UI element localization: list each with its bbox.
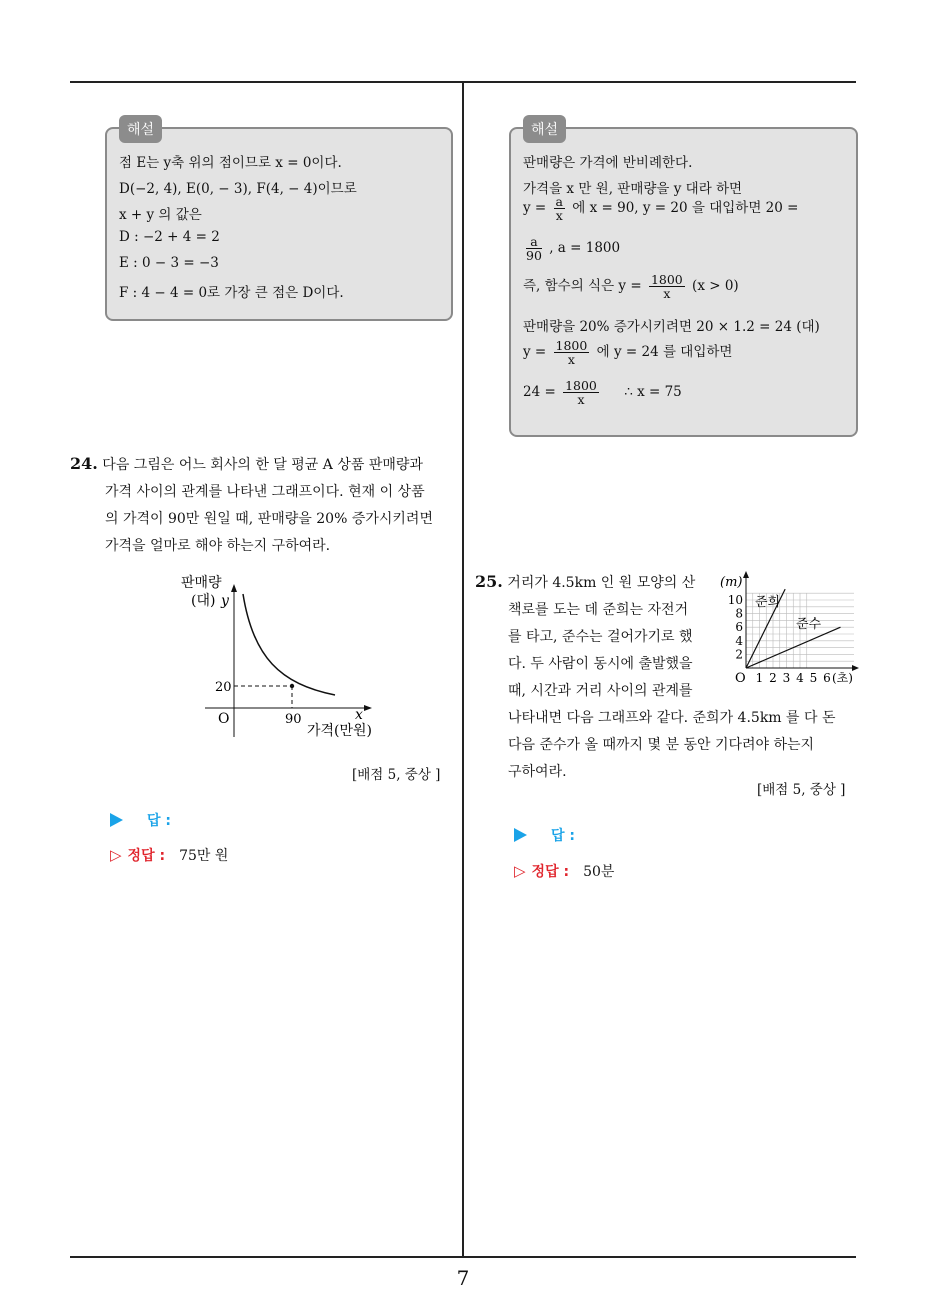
solution-line: [523, 273, 739, 300]
question-text: 거리가 4.5km 인 원 모양의 산: [507, 575, 696, 591]
correct-value: 75만 원: [179, 848, 229, 864]
solution-box-24: [509, 122, 858, 437]
graph-25-label-junhee: 준희: [755, 595, 781, 610]
answer-arrow-icon: [110, 813, 123, 827]
graph-24: [175, 572, 385, 742]
question-number: 24.: [70, 454, 98, 473]
x-tick-label: 1: [755, 671, 764, 685]
solution-tag: 해설: [523, 115, 566, 143]
denominator: x: [567, 352, 575, 368]
solution-line: [523, 195, 798, 222]
numerator: 1800: [650, 272, 683, 287]
solution-tag: 해설: [119, 115, 162, 143]
bottom-rule: [70, 1256, 856, 1258]
y-tick-label: 10: [727, 593, 743, 607]
graph-25-origin: O: [735, 671, 746, 686]
x-tick-label: 3: [782, 671, 791, 685]
x-tick-label: 5: [809, 671, 818, 685]
denominator: 90: [526, 248, 542, 264]
fraction: [649, 273, 685, 300]
question-number: 25.: [475, 572, 503, 591]
graph-24-x-tick: 90: [285, 712, 302, 727]
y-tick-label: 4: [735, 633, 743, 648]
graph-24-x-arrow: [364, 705, 372, 711]
question-line: 때, 시간과 거리 사이의 관계를: [508, 683, 693, 699]
correct-arrow-icon: ▷: [514, 862, 526, 880]
correct-arrow-icon: ▷: [110, 846, 122, 864]
question-line: 가격 사이의 관계를 나타낸 그래프이다. 현재 이 상품: [105, 484, 425, 500]
denominator: x: [577, 392, 585, 408]
graph-25-x-arrow: [852, 665, 859, 671]
solution-line: D(−2, 4), E(0, − 3), F(4, − 4)이므로: [119, 181, 357, 197]
graph-25-label-junsu: 준수: [796, 617, 822, 632]
question-line: 구하여라.: [508, 764, 567, 780]
question-line: 다. 두 사람이 동시에 출발했을: [508, 656, 693, 672]
y-tick-label: 6: [735, 620, 743, 635]
solution-line: 점 E는 y축 위의 점이므로 x = 0이다.: [119, 155, 342, 171]
graph-24-y-arrow: [231, 584, 237, 592]
math-text: 에 x = 90, y = 20 을 대입하면 20 =: [572, 200, 799, 217]
question-line: [70, 450, 460, 479]
fraction: [554, 339, 590, 366]
x-tick-label: 4: [796, 671, 804, 685]
fraction: [526, 235, 542, 262]
x-tick-label: 2: [769, 671, 777, 685]
numerator: a: [526, 235, 542, 249]
fraction: [554, 195, 565, 222]
graph-25-x-unit: (초): [832, 671, 853, 685]
question-text: 다음 그림은 어느 회사의 한 달 평균 A 상품 판매량과: [102, 457, 423, 473]
numerator: 1800: [555, 338, 588, 353]
question-line: 다음 준수가 올 때까지 몇 분 동안 기다려야 하는지: [508, 737, 815, 753]
fraction: [563, 379, 599, 406]
answer-arrow-icon: [514, 828, 527, 842]
math-text: ∴ x = 75: [624, 384, 682, 401]
graph-24-curve: [243, 594, 335, 695]
math-text: y =: [523, 200, 547, 217]
numerator: a: [555, 194, 563, 209]
graph-25-y-arrow: [743, 571, 749, 578]
answer-label: 답 :: [147, 813, 171, 829]
graph-25-y-unit: (m): [720, 575, 743, 590]
graph-24-origin: O: [218, 711, 230, 727]
solution-line: 가격을 x 만 원, 판매량을 y 대라 하면: [523, 181, 743, 197]
answer-row-24: [110, 810, 171, 830]
solution-line: E : 0 − 3 = −3: [119, 255, 219, 271]
solution-box-previous: [105, 122, 453, 321]
graph-24-y-var: y: [221, 593, 229, 609]
question-line: 를 타고, 준수는 걸어가기로 했: [508, 629, 693, 645]
answer-label: 답 :: [551, 828, 575, 844]
graph-24-x-title: 가격(만원): [307, 723, 373, 739]
math-text: 에 y = 24 를 대입하면: [596, 344, 733, 361]
math-text: 24 =: [523, 384, 556, 401]
correct-row-25: [514, 861, 614, 881]
math-text: 즉, 함수의 식은 y =: [523, 278, 642, 295]
numerator: 1800: [565, 378, 597, 393]
question-line: 가격을 얼마로 해야 하는지 구하여라.: [105, 538, 331, 554]
denominator: x: [555, 208, 563, 224]
question-line: 나타내면 다음 그래프와 같다. 준희가 4.5km 를 다 돈: [508, 710, 836, 726]
correct-label: 정답 :: [127, 848, 166, 864]
solution-line: 판매량은 가격에 반비례한다.: [523, 155, 693, 171]
math-text: (x > 0): [692, 278, 739, 295]
answer-row-25: [514, 825, 575, 845]
solution-line: [523, 235, 620, 262]
question-line: 의 가격이 90만 원일 때, 판매량을 20% 증가시키려면: [105, 511, 433, 527]
y-tick-label: 2: [735, 647, 743, 662]
question-24: [70, 450, 460, 560]
column-divider: [462, 83, 464, 1257]
page-number: 7: [456, 1266, 470, 1290]
x-tick-label: 6: [823, 671, 831, 685]
graph-24-x-var: x: [355, 707, 363, 723]
correct-row-24: [110, 845, 228, 865]
graph-25: [716, 570, 861, 690]
score-25: [배점 5, 중상 ]: [757, 782, 846, 798]
graph-24-point: [290, 684, 294, 688]
math-text: , a = 1800: [549, 240, 621, 257]
graph-24-y-title: 판매량: [181, 575, 222, 591]
denominator: x: [663, 286, 671, 302]
solution-line: D : −2 + 4 = 2: [119, 229, 220, 245]
y-tick-label: 8: [735, 606, 743, 621]
correct-value: 50분: [583, 864, 615, 880]
graph-24-y-unit: (대): [191, 593, 216, 609]
graph-24-y-tick: 20: [215, 680, 232, 695]
solution-line: F : 4 − 4 = 0로 가장 큰 점은 D이다.: [119, 285, 344, 301]
math-text: y =: [523, 344, 547, 361]
solution-line: 판매량을 20% 증가시키려면 20 × 1.2 = 24 (대): [523, 319, 820, 335]
solution-line: [523, 379, 682, 406]
question-line: 책로를 도는 데 준희는 자전거: [508, 602, 689, 618]
solution-line: x + y 의 값은: [119, 207, 202, 223]
score-24: [배점 5, 중상 ]: [352, 767, 441, 783]
solution-line: [523, 339, 732, 366]
correct-label: 정답 :: [531, 864, 570, 880]
